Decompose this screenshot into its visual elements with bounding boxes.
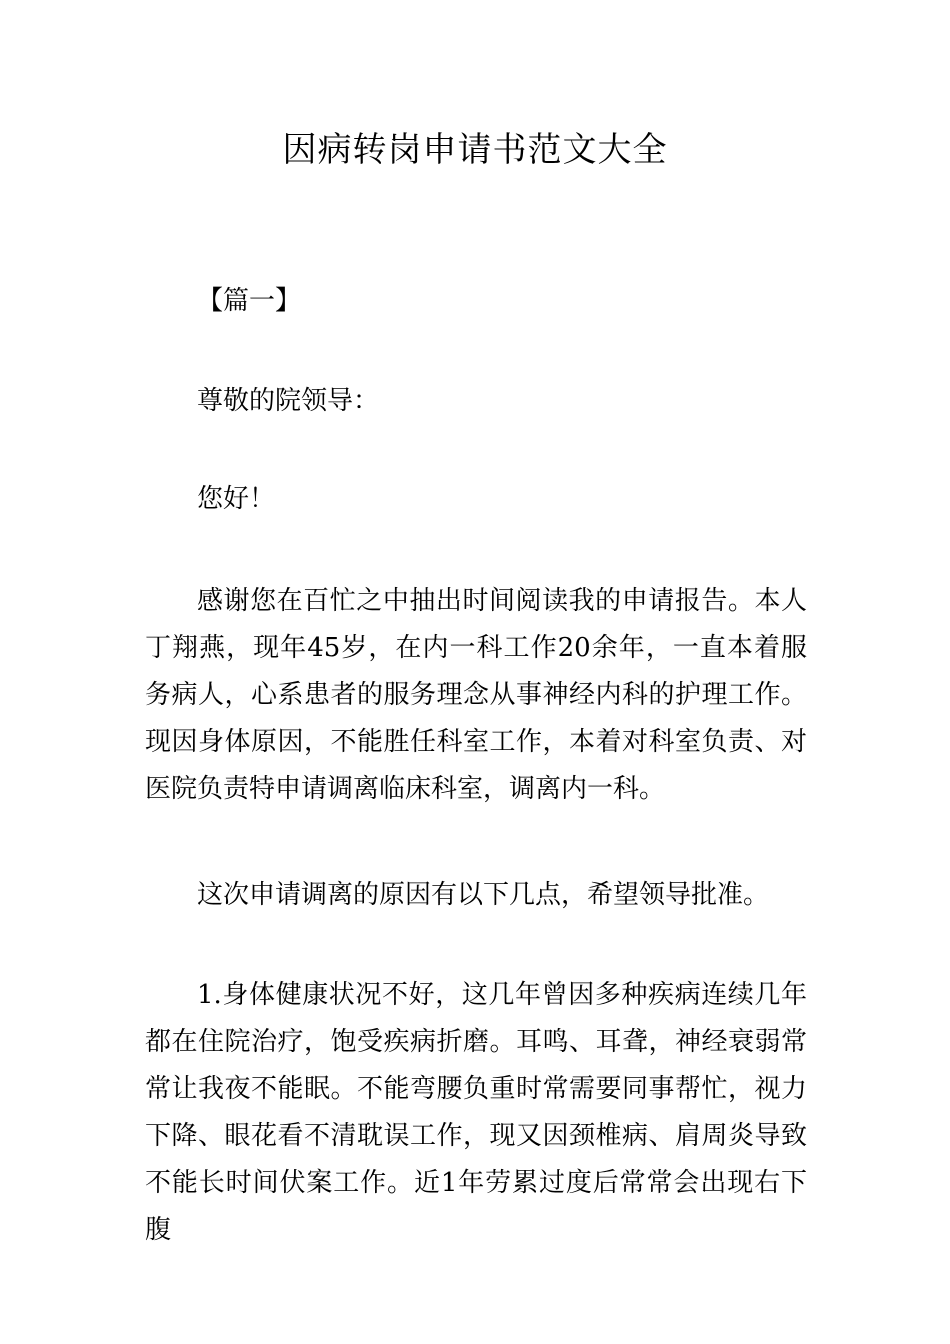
salutation: 尊敬的院领导： [197,386,380,416]
body-paragraph-intro: 感谢您在百忙之中抽出时间阅读我的申请报告。本人丁翔燕，现年45岁，在内一科工作20余年，一直本着服务病人，心系患者的服务理念从事神经内科的护理工作。现因身体原因，不能胜任科室工作，本着对科室负责、对医院负责特申请调离临床科室，调离内一科。 [145,586,807,804]
document-title: 因病转岗申请书范文大全 [282,130,668,170]
body-paragraph-reasons-lead: 这次申请调离的原因有以下几点，希望领导批准。 [197,880,770,910]
section-label: 【篇一】 [197,286,302,316]
body-paragraph-reason-1: 1.身体健康状况不好，这几年曾因多种疾病连续几年都在住院治疗，饱受疾病折磨。耳鸣、耳聋，神经衰弱常常让我夜不能眠。不能弯腰负重时常需要同事帮忙，视力下降、眼花看不清耽误工作，现又因颈椎病、肩周炎导致不能长时间伏案工作。近1年劳累过度后常常会出现右下腹 [145,980,807,1245]
greeting: 您好！ [197,484,276,514]
